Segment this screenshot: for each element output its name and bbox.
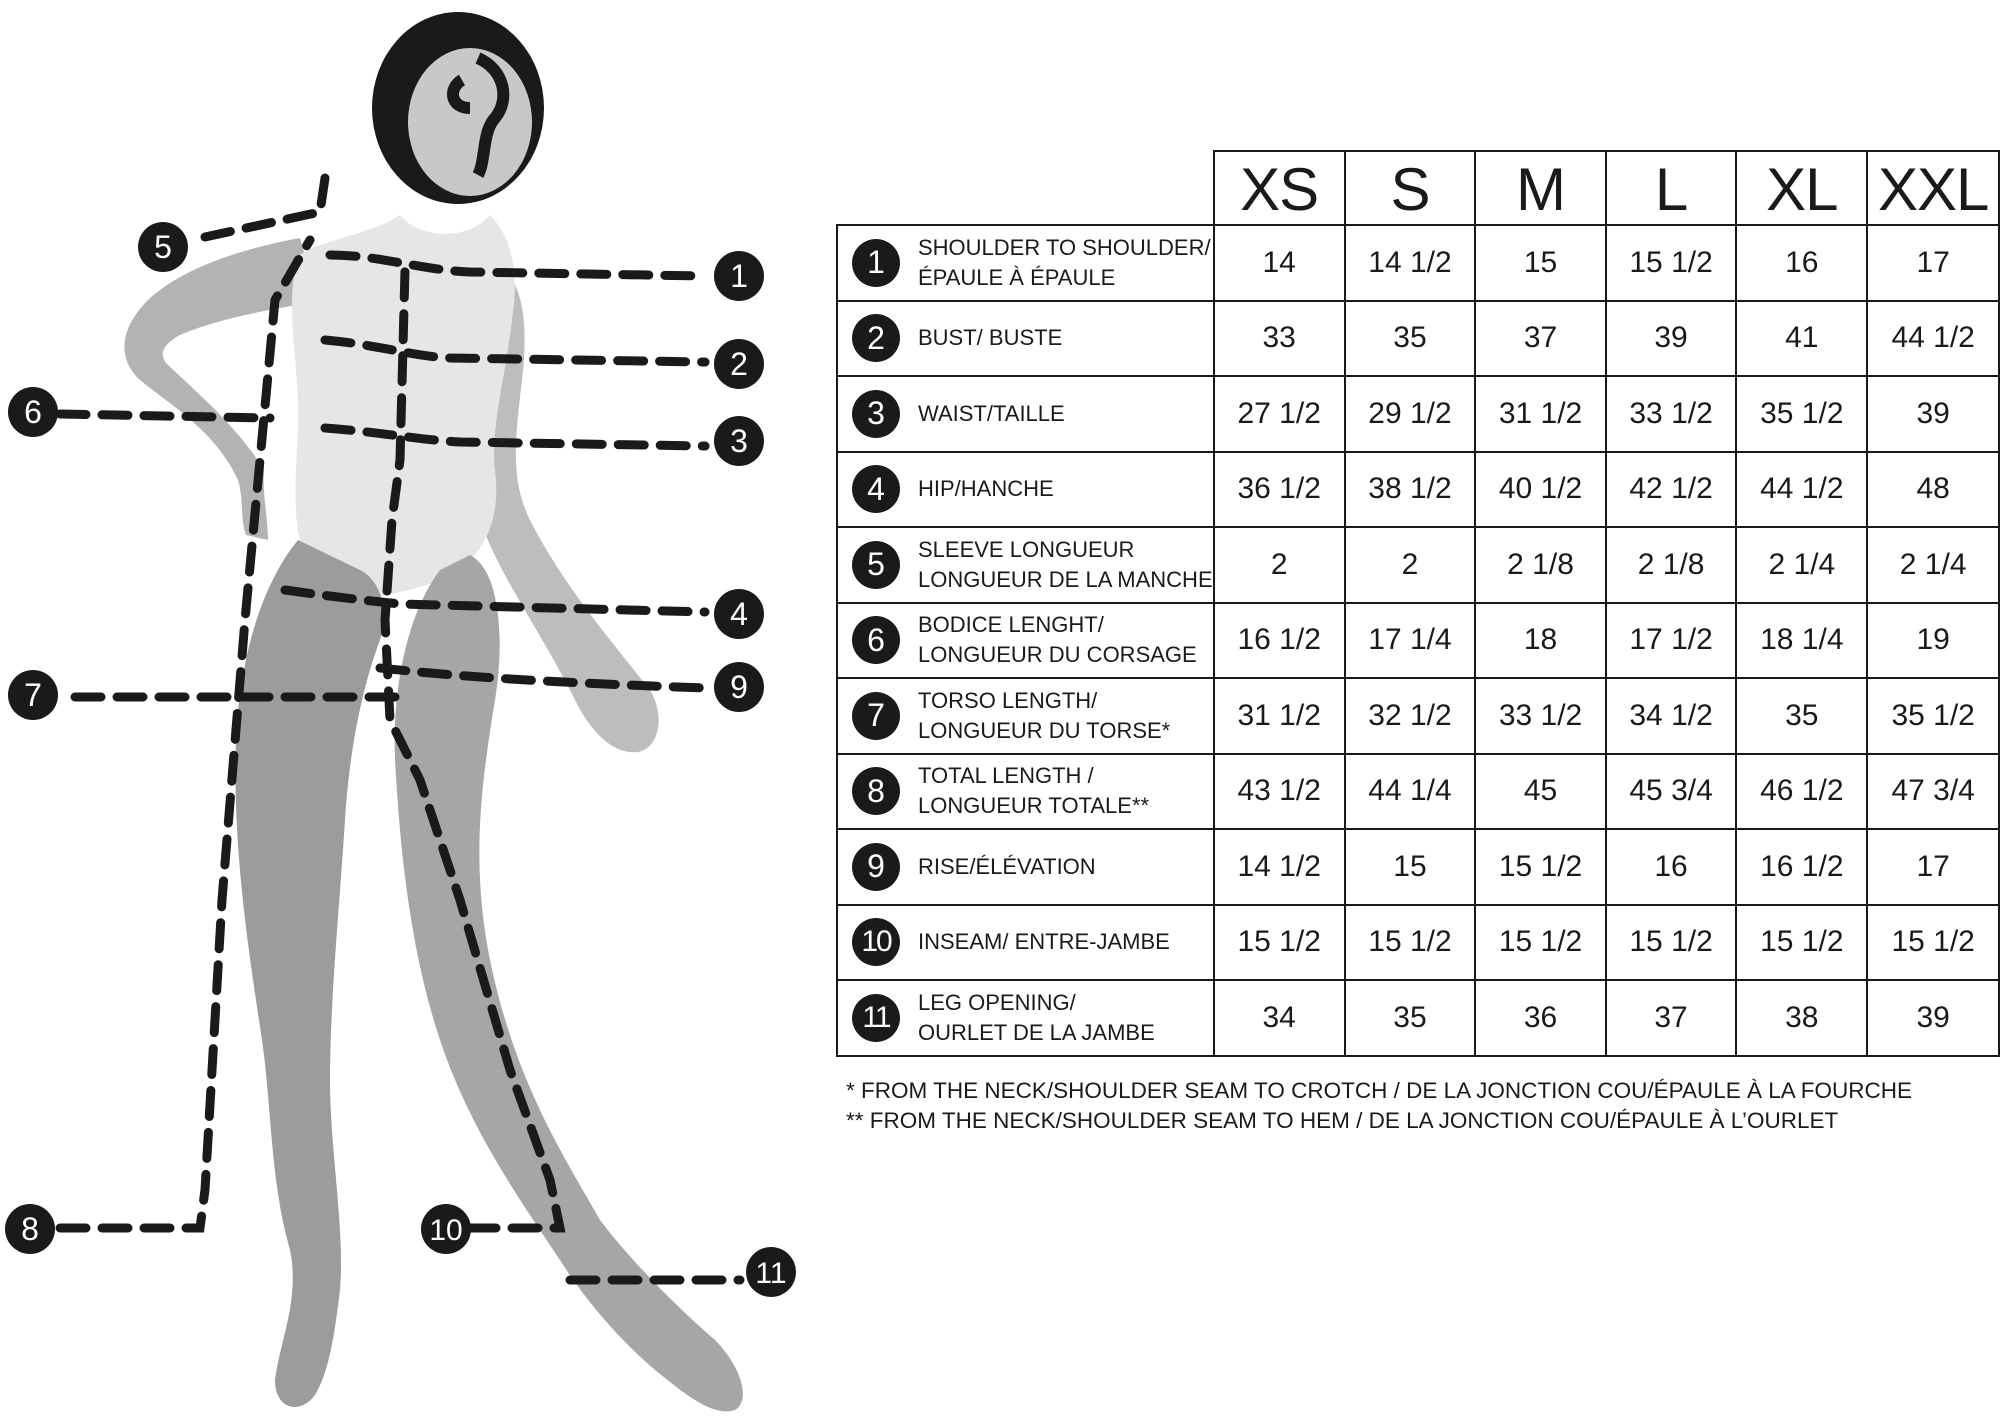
measurement-label-text bbox=[918, 988, 1155, 1048]
size-header-m: M bbox=[1475, 151, 1606, 225]
measurement-label-cell bbox=[837, 376, 1214, 452]
callout-7 bbox=[8, 670, 58, 720]
size-header-xs: XS bbox=[1214, 151, 1345, 225]
measurement-value-m: 31 1/2 bbox=[1475, 376, 1606, 452]
measurement-value-xl: 44 1/2 bbox=[1736, 452, 1867, 528]
measurement-label-line2: LONGUEUR TOTALE** bbox=[918, 793, 1150, 819]
measurement-number-badge: 1 bbox=[852, 239, 900, 287]
measurement-value-s: 35 bbox=[1345, 980, 1475, 1056]
callout-10 bbox=[421, 1204, 471, 1254]
measurement-label-line2: LONGUEUR DU CORSAGE bbox=[918, 642, 1197, 668]
measurement-label-line1: TOTAL LENGTH / bbox=[918, 763, 1094, 789]
measurement-label bbox=[838, 390, 1213, 438]
measurement-value-m: 37 bbox=[1475, 301, 1606, 377]
measurement-label-cell bbox=[837, 905, 1214, 981]
measurement-label-cell bbox=[837, 527, 1214, 603]
measurement-value-m: 33 1/2 bbox=[1475, 678, 1606, 754]
measurement-number-badge: 11 bbox=[852, 994, 900, 1042]
measurement-value-xxl: 39 bbox=[1867, 980, 1999, 1056]
measurement-label-line2: OURLET DE LA JAMBE bbox=[918, 1019, 1155, 1045]
footnote-torso: * FROM THE NECK/SHOULDER SEAM TO CROTCH / DE LA JONCTION COU/ÉPAULE À LA FOURCHE bbox=[846, 1078, 1913, 1103]
body-measurement-diagram bbox=[0, 0, 820, 1424]
measurement-value-m: 45 bbox=[1475, 754, 1606, 830]
measurement-label-line1: TORSO LENGTH/ bbox=[918, 687, 1098, 713]
measurement-value-m: 15 1/2 bbox=[1475, 905, 1606, 981]
measurement-value-l: 15 1/2 bbox=[1606, 225, 1736, 301]
measurement-label-cell bbox=[837, 980, 1214, 1056]
svg-text:10: 10 bbox=[429, 1214, 463, 1247]
measurement-label bbox=[838, 761, 1213, 821]
measurement-value-xs: 16 1/2 bbox=[1214, 603, 1345, 679]
measurement-value-xxl: 17 bbox=[1867, 225, 1999, 301]
size-header-s: S bbox=[1345, 151, 1475, 225]
measurement-value-m: 15 bbox=[1475, 225, 1606, 301]
svg-text:5: 5 bbox=[154, 229, 172, 265]
measurement-value-xs: 34 bbox=[1214, 980, 1345, 1056]
measurement-value-xxl: 2 1/4 bbox=[1867, 527, 1999, 603]
callout-9 bbox=[714, 662, 764, 712]
size-header-xxl: XXL bbox=[1867, 151, 1999, 225]
measurement-value-s: 44 1/4 bbox=[1345, 754, 1475, 830]
size-chart-table bbox=[836, 150, 2000, 1057]
measurement-label bbox=[838, 314, 1213, 362]
measurement-value-xl: 38 bbox=[1736, 980, 1867, 1056]
measurement-value-s: 15 bbox=[1345, 829, 1475, 905]
svg-text:2: 2 bbox=[730, 346, 748, 382]
measurement-row bbox=[837, 678, 1999, 754]
measurement-number-badge: 2 bbox=[852, 314, 900, 362]
measurement-number-badge: 10 bbox=[852, 918, 900, 966]
callout-2 bbox=[714, 339, 764, 389]
measurement-value-l: 2 1/8 bbox=[1606, 527, 1736, 603]
measurement-value-xl: 41 bbox=[1736, 301, 1867, 377]
measurement-value-xxl: 35 1/2 bbox=[1867, 678, 1999, 754]
measurement-label-cell bbox=[837, 678, 1214, 754]
callout-6 bbox=[8, 387, 58, 437]
header-corner bbox=[837, 151, 1214, 225]
measurement-value-l: 39 bbox=[1606, 301, 1736, 377]
measurement-value-l: 42 1/2 bbox=[1606, 452, 1736, 528]
measurement-value-l: 34 1/2 bbox=[1606, 678, 1736, 754]
measurement-label-text bbox=[918, 323, 1062, 353]
measurement-value-xs: 27 1/2 bbox=[1214, 376, 1345, 452]
svg-text:8: 8 bbox=[21, 1211, 39, 1247]
measurement-label-cell bbox=[837, 301, 1214, 377]
measurement-value-xxl: 19 bbox=[1867, 603, 1999, 679]
measurement-row bbox=[837, 301, 1999, 377]
measurement-label-line1: INSEAM/ ENTRE-JAMBE bbox=[918, 929, 1170, 955]
measurement-value-xs: 31 1/2 bbox=[1214, 678, 1345, 754]
measurement-label-cell bbox=[837, 754, 1214, 830]
measurement-value-xxl: 44 1/2 bbox=[1867, 301, 1999, 377]
measurement-value-s: 2 bbox=[1345, 527, 1475, 603]
measurement-label-text bbox=[918, 852, 1096, 882]
footnotes bbox=[846, 1076, 1912, 1136]
svg-text:7: 7 bbox=[24, 677, 42, 713]
measurement-label bbox=[838, 610, 1213, 670]
callout-3 bbox=[714, 416, 764, 466]
measurement-row bbox=[837, 376, 1999, 452]
measurement-label-line1: WAIST/TAILLE bbox=[918, 400, 1065, 426]
measurement-row bbox=[837, 829, 1999, 905]
measurement-label-line2: LONGUEUR DE LA MANCHE bbox=[918, 566, 1213, 592]
measurement-number-badge: 6 bbox=[852, 616, 900, 664]
measurement-row bbox=[837, 603, 1999, 679]
measurement-value-s: 17 1/4 bbox=[1345, 603, 1475, 679]
measurement-value-l: 45 3/4 bbox=[1606, 754, 1736, 830]
measurement-value-l: 17 1/2 bbox=[1606, 603, 1736, 679]
size-header-l: L bbox=[1606, 151, 1736, 225]
measurement-row bbox=[837, 452, 1999, 528]
measurement-value-xl: 35 1/2 bbox=[1736, 376, 1867, 452]
measurement-row bbox=[837, 980, 1999, 1056]
measurement-label-text bbox=[918, 474, 1054, 504]
measurement-label bbox=[838, 988, 1213, 1048]
measurement-value-xxl: 15 1/2 bbox=[1867, 905, 1999, 981]
measurement-value-xl: 35 bbox=[1736, 678, 1867, 754]
measurement-value-xs: 2 bbox=[1214, 527, 1345, 603]
measurement-value-l: 15 1/2 bbox=[1606, 905, 1736, 981]
measurement-value-l: 37 bbox=[1606, 980, 1736, 1056]
measurement-number-badge: 7 bbox=[852, 692, 900, 740]
measurement-value-xs: 36 1/2 bbox=[1214, 452, 1345, 528]
measurement-number-badge: 4 bbox=[852, 465, 900, 513]
measurement-label-text bbox=[918, 399, 1065, 429]
measurement-value-m: 40 1/2 bbox=[1475, 452, 1606, 528]
measurement-label-line1: HIP/HANCHE bbox=[918, 476, 1054, 502]
measurement-value-xl: 16 bbox=[1736, 225, 1867, 301]
measurement-value-s: 38 1/2 bbox=[1345, 452, 1475, 528]
measurement-label-line2: ÉPAULE À ÉPAULE bbox=[918, 264, 1116, 290]
callout-8 bbox=[5, 1204, 55, 1254]
measurement-value-xxl: 47 3/4 bbox=[1867, 754, 1999, 830]
measurement-value-s: 14 1/2 bbox=[1345, 225, 1475, 301]
measurement-label-line1: RISE/ÉLÉVATION bbox=[918, 853, 1096, 879]
measurement-number-badge: 8 bbox=[852, 767, 900, 815]
callout-11 bbox=[746, 1247, 796, 1297]
measurement-label-line1: SHOULDER TO SHOULDER/ bbox=[918, 234, 1211, 260]
callout-1 bbox=[714, 251, 764, 301]
measurement-value-xs: 14 bbox=[1214, 225, 1345, 301]
measurement-row bbox=[837, 527, 1999, 603]
measurement-label-cell bbox=[837, 603, 1214, 679]
measurement-row bbox=[837, 225, 1999, 301]
measurement-value-m: 2 1/8 bbox=[1475, 527, 1606, 603]
measurement-value-xl: 2 1/4 bbox=[1736, 527, 1867, 603]
measurement-label-text bbox=[918, 535, 1213, 595]
measurement-label bbox=[838, 918, 1213, 966]
size-header-xl: XL bbox=[1736, 151, 1867, 225]
measurement-label-line1: LEG OPENING/ bbox=[918, 989, 1076, 1015]
measurement-label-line2: LONGUEUR DU TORSE* bbox=[918, 717, 1171, 743]
measurement-label-text bbox=[918, 610, 1197, 670]
svg-text:4: 4 bbox=[730, 596, 748, 632]
measurement-value-l: 16 bbox=[1606, 829, 1736, 905]
measurement-label-text bbox=[918, 927, 1170, 957]
measurement-value-xs: 14 1/2 bbox=[1214, 829, 1345, 905]
measurement-label-text bbox=[918, 686, 1170, 746]
measurement-row bbox=[837, 754, 1999, 830]
measurement-value-xxl: 48 bbox=[1867, 452, 1999, 528]
mannequin-head bbox=[372, 12, 544, 204]
svg-text:11: 11 bbox=[755, 1257, 787, 1290]
measurement-value-l: 33 1/2 bbox=[1606, 376, 1736, 452]
measurement-value-xl: 46 1/2 bbox=[1736, 754, 1867, 830]
svg-text:1: 1 bbox=[730, 258, 748, 294]
measurement-value-xl: 15 1/2 bbox=[1736, 905, 1867, 981]
measurement-number-badge: 3 bbox=[852, 390, 900, 438]
measurement-label-cell bbox=[837, 452, 1214, 528]
measurement-label bbox=[838, 686, 1213, 746]
svg-text:9: 9 bbox=[730, 669, 748, 705]
measurement-number-badge: 9 bbox=[852, 843, 900, 891]
measurement-value-s: 32 1/2 bbox=[1345, 678, 1475, 754]
mannequin-left-leg bbox=[235, 540, 383, 1407]
measurement-value-m: 18 bbox=[1475, 603, 1606, 679]
measurement-value-xxl: 17 bbox=[1867, 829, 1999, 905]
measurement-value-xs: 33 bbox=[1214, 301, 1345, 377]
measurement-value-s: 15 1/2 bbox=[1345, 905, 1475, 981]
measurement-number-badge: 5 bbox=[852, 541, 900, 589]
measurement-label-cell bbox=[837, 829, 1214, 905]
footnote-total: ** FROM THE NECK/SHOULDER SEAM TO HEM / DE LA JONCTION COU/ÉPAULE À L’OURLET bbox=[846, 1108, 1839, 1133]
measurement-label-line1: BODICE LENGHT/ bbox=[918, 612, 1104, 638]
size-chart-body bbox=[837, 225, 1999, 1056]
callout-4 bbox=[714, 589, 764, 639]
measurement-label bbox=[838, 535, 1213, 595]
measurement-label bbox=[838, 465, 1213, 513]
measurement-label-line1: SLEEVE LONGUEUR bbox=[918, 536, 1135, 562]
measurement-label-text bbox=[918, 761, 1149, 821]
measurement-value-s: 29 1/2 bbox=[1345, 376, 1475, 452]
measurement-label-line1: BUST/ BUSTE bbox=[918, 325, 1063, 351]
svg-text:6: 6 bbox=[24, 394, 42, 430]
measurement-value-xxl: 39 bbox=[1867, 376, 1999, 452]
measurement-value-xs: 43 1/2 bbox=[1214, 754, 1345, 830]
svg-text:3: 3 bbox=[730, 423, 748, 459]
callout-5 bbox=[138, 222, 188, 272]
size-header-row bbox=[837, 151, 1999, 225]
measurement-value-m: 15 1/2 bbox=[1475, 829, 1606, 905]
measurement-label-cell bbox=[837, 225, 1214, 301]
measurement-row bbox=[837, 905, 1999, 981]
measurement-value-xs: 15 1/2 bbox=[1214, 905, 1345, 981]
measurement-value-xl: 18 1/4 bbox=[1736, 603, 1867, 679]
measurement-label bbox=[838, 843, 1213, 891]
measurement-value-xl: 16 1/2 bbox=[1736, 829, 1867, 905]
measurement-value-s: 35 bbox=[1345, 301, 1475, 377]
measurement-label bbox=[838, 233, 1213, 293]
measurement-label-text bbox=[918, 233, 1211, 293]
measurement-value-m: 36 bbox=[1475, 980, 1606, 1056]
